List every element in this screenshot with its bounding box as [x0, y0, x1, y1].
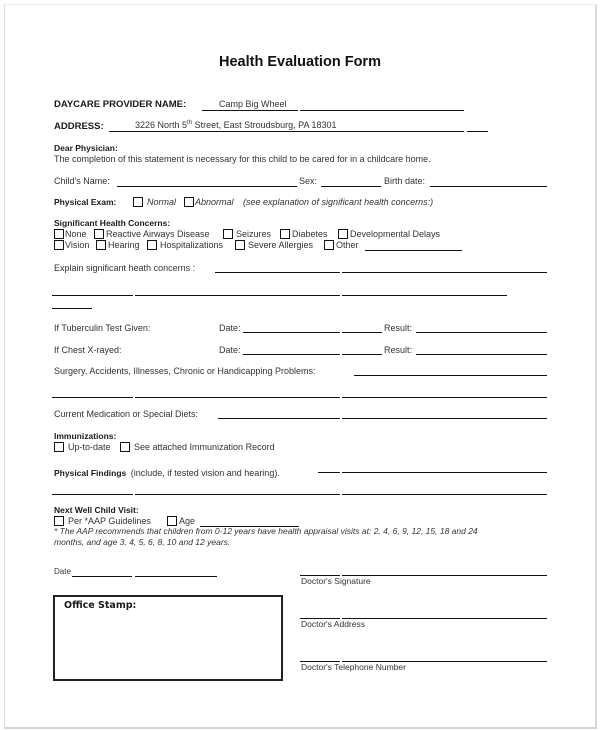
tuberculin-date-label: Date:: [219, 323, 241, 333]
other-checkbox[interactable]: [324, 240, 334, 250]
immunization-record-label: See attached Immunization Record: [134, 442, 275, 452]
surgery-field-4[interactable]: [342, 397, 547, 398]
explain-concerns-label: Explain significant heath concerns :: [54, 263, 196, 273]
physical-findings-label: Physical Findings: [54, 468, 127, 478]
intro-statement: The completion of this statement is necessary for this child to be cared for in a childcare home.: [54, 154, 431, 164]
explain-field-6[interactable]: [52, 308, 92, 309]
provider-name-value: Camp Big Wheel: [219, 99, 287, 109]
other-field[interactable]: [365, 250, 462, 251]
surgery-field-2[interactable]: [52, 397, 133, 398]
doctor-address-field-2[interactable]: [342, 618, 547, 619]
date-label: Date: [54, 567, 71, 576]
physical-findings-field-3[interactable]: [52, 494, 133, 495]
age-checkbox[interactable]: [167, 516, 177, 526]
sex-label: Sex:: [299, 176, 318, 186]
severe-allergies-label: Severe Allergies: [248, 240, 314, 250]
office-stamp-box[interactable]: [53, 595, 283, 681]
salutation: Dear Physician:: [54, 143, 118, 153]
explain-field-5[interactable]: [342, 295, 507, 296]
none-checkbox[interactable]: [54, 229, 64, 239]
birth-date-label: Birth date:: [384, 176, 426, 186]
diabetes-label: Diabetes: [292, 229, 328, 239]
explain-field-4[interactable]: [135, 295, 340, 296]
reactive-airways-checkbox[interactable]: [94, 229, 104, 239]
xray-date-field-ext[interactable]: [342, 354, 382, 355]
xray-result-field[interactable]: [416, 354, 547, 355]
xray-result-label: Result:: [384, 345, 413, 355]
physical-findings-field-4[interactable]: [135, 494, 340, 495]
aap-guidelines-checkbox[interactable]: [54, 516, 64, 526]
age-label: Age: [179, 516, 196, 526]
date-field-2[interactable]: [135, 576, 217, 577]
office-stamp-label: Office Stamp:: [64, 600, 137, 611]
address-label: ADDRESS:: [54, 121, 104, 132]
physical-exam-label: Physical Exam:: [54, 197, 117, 207]
xray-date-label: Date:: [219, 345, 241, 355]
child-name-label: Child's Name:: [54, 176, 110, 186]
medication-label: Current Medication or Special Diets:: [54, 409, 199, 419]
address-value: 3226 North 5th Street, East Stroudsburg, PA 18301: [135, 120, 337, 130]
physical-findings-field-1[interactable]: [318, 472, 340, 473]
reactive-airways-label: Reactive Airways Disease: [106, 229, 210, 239]
abnormal-checkbox[interactable]: [184, 197, 194, 207]
provider-name-field[interactable]: [202, 110, 298, 111]
doctor-signature-field-2[interactable]: [342, 575, 547, 576]
up-to-date-checkbox[interactable]: [54, 442, 64, 452]
abnormal-label: Abnormal: [195, 197, 234, 207]
xray-label: If Chest X-rayed:: [54, 345, 122, 355]
vision-label: Vision: [65, 240, 90, 250]
other-label: Other: [336, 240, 359, 250]
sex-field[interactable]: [321, 186, 381, 187]
physical-findings-row: [54, 463, 280, 481]
normal-checkbox[interactable]: [133, 197, 143, 207]
diabetes-checkbox[interactable]: [280, 229, 290, 239]
doctor-signature-label: Doctor's Signature: [301, 576, 371, 586]
normal-label: Normal: [147, 197, 177, 207]
surgery-label: Surgery, Accidents, Illnesses, Chronic or Handicapping Problems:: [54, 366, 316, 376]
explain-field-1[interactable]: [215, 272, 340, 273]
severe-allergies-checkbox[interactable]: [235, 240, 245, 250]
birth-date-field[interactable]: [430, 186, 547, 187]
hospitalizations-label: Hospitalizations: [160, 240, 224, 250]
physical-findings-field-5[interactable]: [342, 494, 547, 495]
immunization-record-checkbox[interactable]: [120, 442, 130, 452]
doctor-phone-label: Doctor's Telephone Number: [301, 662, 406, 672]
medication-field-2[interactable]: [342, 418, 547, 419]
explain-field-3[interactable]: [52, 295, 133, 296]
explain-field-2[interactable]: [342, 272, 547, 273]
seizures-label: Seizures: [236, 229, 272, 239]
xray-date-field[interactable]: [243, 354, 340, 355]
form-title: Health Evaluation Form: [219, 54, 381, 70]
up-to-date-label: Up-to-date: [68, 442, 111, 452]
hearing-label: Hearing: [108, 240, 140, 250]
tuberculin-result-field[interactable]: [416, 332, 547, 333]
address-field[interactable]: [109, 131, 464, 132]
aap-footnote-line2: months, and age 3, 4, 5, 6, 8, 10 and 12 years.: [54, 537, 231, 547]
immunizations-label: Immunizations:: [54, 431, 117, 441]
tuberculin-result-label: Result:: [384, 323, 413, 333]
seizures-checkbox[interactable]: [223, 229, 233, 239]
provider-name-label: DAYCARE PROVIDER NAME:: [54, 99, 187, 110]
tuberculin-label: If Tuberculin Test Given:: [54, 323, 151, 333]
date-field-1[interactable]: [72, 576, 132, 577]
none-label: None: [65, 229, 87, 239]
doctor-address-label: Doctor's Address: [301, 619, 365, 629]
hearing-checkbox[interactable]: [96, 240, 106, 250]
medication-field-1[interactable]: [218, 418, 340, 419]
health-concerns-label: Significant Health Concerns:: [54, 218, 171, 228]
physical-exam-note: (see explanation of significant health concerns:): [243, 197, 434, 207]
surgery-field-1[interactable]: [354, 375, 547, 376]
child-name-field[interactable]: [117, 186, 297, 187]
physical-findings-field-2[interactable]: [342, 472, 547, 473]
provider-name-field-ext[interactable]: [300, 110, 464, 111]
hospitalizations-checkbox[interactable]: [147, 240, 157, 250]
developmental-delays-checkbox[interactable]: [338, 229, 348, 239]
physical-findings-note: (include, if tested vision and hearing).: [130, 468, 280, 478]
address-field-ext[interactable]: [467, 131, 488, 132]
tuberculin-date-field[interactable]: [243, 332, 340, 333]
next-visit-label: Next Well Child Visit:: [54, 505, 139, 515]
aap-footnote-line1: * The AAP recommends that children from 0-12 years have health appraisal visits at: 2, 4, 6, 9, 12, 15, 18 and 24: [54, 526, 478, 536]
vision-checkbox[interactable]: [54, 240, 64, 250]
developmental-delays-label: Developmental Delays: [350, 229, 441, 239]
tuberculin-date-field-ext[interactable]: [342, 332, 382, 333]
aap-guidelines-label: Per *AAP Guidelines: [68, 516, 151, 526]
surgery-field-3[interactable]: [135, 397, 340, 398]
